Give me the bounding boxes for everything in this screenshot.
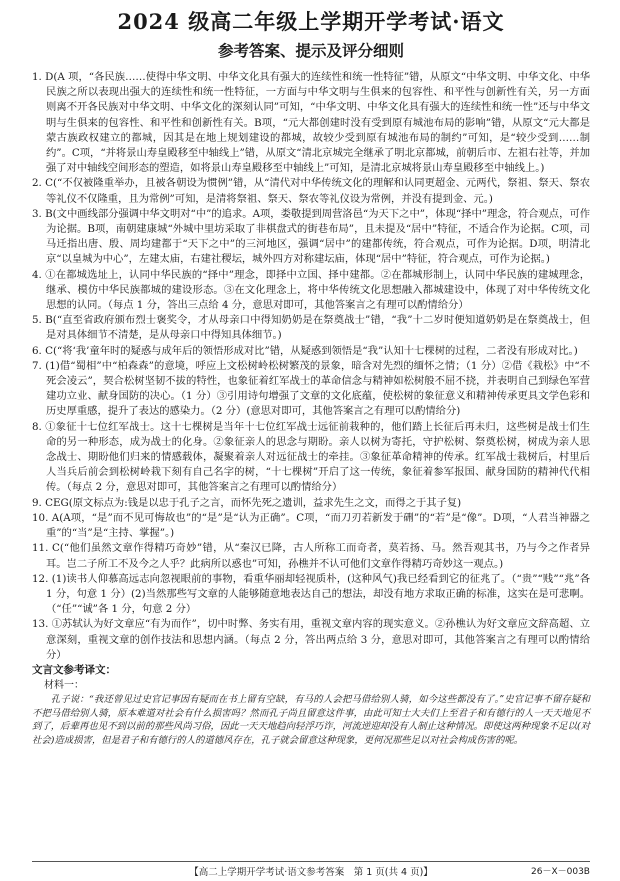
answer-item: 11. C(“他们虽然文章作得精巧奇妙”错，从“秦汉已降，古人所称工而奇者，莫若扬、马。然吾观其书，乃与今之作者异耳。岂二子所工不及今之人乎？此病所以惑也”可知，孙樵并不认可他们文章作得精巧奇妙这一观点。)	[32, 542, 590, 570]
answer-item: 10. A(A项，“是”而不见可悔故也”的“是”是“认为正确”。C项，“而刀刃若新发于硎”的“若”是“像”。D项，“人君当神器之重”的“当”是“主持、掌握”。)	[32, 511, 590, 540]
answer-item: 4. ①在都城选址上，认同中华民族的“择中”理念，即择中立国、择中建都。②在都城形制上，认同中华民族的建城理念，继承、模仿中华民族都城的建设形态。③在文化理念上，将中华传统文化思想融入都城建设中，体现了对中华传统文化思想的认同。（每点 1 分，答出三点给 4 分，意思对即可，其他答案言之有理可以酌情给分）	[32, 268, 590, 312]
document-title: 2024 级高二年级上学期开学考试·语文	[117, 9, 505, 34]
answer-item: 3. B(文中画线部分强调中华文明对“中”的追求。A项，娄敬提到周营洛邑“为天下之中”，体现“择中”理念，符合观点，可作为论据。B项，南朝建康城“外城中里坊采取了非棋盘式的街巷布局”，且未提及“居中”特征，不适合作为论据。C项，司马迁指出唐、殷、周均建都于“天下之中”的三河地区，强调“居中”的建都传统，符合观点，可作为论据。D项，明清北京“以皇城为中心”，左建太庙，右建社稷坛，城外四方对称建坛庙，体现“居中”特征，符合观点，可作为论据。)	[32, 207, 590, 266]
translation-paragraph: 孔子说：“我还曾见过史官记事因有疑而在书上留有空缺，有马的人会把马借给别人骑，如今这些都没有了。”史官记事不留存疑和不把马借给别人骑，原本难道对社会有什么损害吗？然而孔子尚且留意这件事，由此可知士大夫们上至君子和有德行的人一天天地见不到了，后辈再也见不到以前的那些风尚习俗，因此一天天地趋向轻浮巧诈，河流逆迎却没有人制止这种情况。即使这两种现象不足以(对社会)造成损害，但是君子和有德行的人的道德风存在，孔子就会留意这种现象，更何况那些足以对社会构成伤害的呢。	[32, 693, 590, 746]
translation-heading: 文言文参考译文：	[32, 663, 116, 676]
material-label: 材料一：	[44, 679, 84, 691]
answer-item: 2. C(“不仅被隆重举办，且被各朝设为惯例”错，从“清代对中华传统文化的理解和认同更超金、元两代，祭祖、祭天、祭农等礼仪不仅隆重，且为常例”可知，是清将祭祖、祭天、祭农等礼仪设为常例，并没有提到金、元。)	[32, 177, 590, 205]
footer-page-label: 【高二上学期开学考试·语文参考答案 第 1 页(共 4 页)】	[189, 867, 433, 878]
translation-section	[32, 663, 590, 747]
document-subtitle: 参考答案、提示及评分细则	[217, 42, 404, 60]
answer-item: 12. (1)读书人仰慕高远志向忽视眼前的事物，看重华丽却轻视质朴，(这种风气)我已经看到它的征兆了。（“贵”“贱”“兆”各 1 分，句意 1 分）(2)当然那些写文章的人能够随意地表达自己的想法，却没有地方求取正确的标准，这实在是可悲啊。（“任”“诚”各 1 分，句意 2 分）	[32, 572, 590, 616]
answer-item: 7. (1)借“蜀相”中“柏森森”的意境，呼应上文松树岭松树繁茂的景象，暗含对先烈的缅怀之情；（1 分）②借《栽松》中“不死会凌云”，契合松树坚韧不拔的特性，也象征着红军战士的革命信念与精神如松树般不屈不挠，并表明自己到绿色军营建功立业、献身国防的决心。（1 分）③引用诗句增强了文章的文化底蕴，使松树的象征意义和精神传承更具文学色彩和历史厚重感，提升了表达的感染力。（2 分）(意思对即可，其他答案言之有理可以酌情给分)	[32, 359, 590, 418]
answer-item: 8. ①象征十七位红军战士。这十七棵树是当年十七位红军战士远征前栽种的，他们踏上长征后再未归，这些树是战士们生命的另一种形态，成为战士的化身。②象征亲人的思念与期盼。亲人以树为寄托，守护松树、祭奠松树，树成为亲人思念战士、期盼他们归来的情感载体，凝聚着亲人对远征战士的牵挂。③象征革命精神的传承。红军战士栽树后，村里后人当兵后前会到松树岭栽下刻有自己名字的树，“十七棵树”开启了这一传统，象征着参军报国、献身国防的精神代代相传。（每点 2 分，意思对即可，其他答案言之有理可以酌情给分）	[32, 420, 590, 494]
footer-code: 26－X－003B	[531, 867, 590, 877]
answer-item: 6. C(“将‘我’童年时的疑惑与成年后的领悟形成对比”错，从疑惑到领悟是“我”认知十七棵树的过程，二者没有形成对比。)	[32, 344, 578, 357]
page-footer	[32, 861, 590, 876]
answer-item: 13. ①苏轼认为好文章应“有为而作”，切中时弊、务实有用，重视文章内容的现实意义。②孙樵认为好文章应文辞高超、立意深刻，重视文章的创作技法和思想内涵。（每点 2 分，答出两点给 3 分，意思对即可，其他答案言之有理可以酌情给分）	[32, 618, 590, 661]
answer-item: 5. B(“直至省政府颁布烈士褒奖令，才从母亲口中得知奶奶是在祭奠战士”错，“我”十二岁时便知道奶奶是在祭奠战士，但是对具体细节不清楚，是从母亲口中得知具体细节。)	[32, 314, 590, 342]
answer-item: 1. D(A 项，“各民族……使得中华文明、中华文化具有强大的连续性和统一性特征”错，从原文“中华文明、中华文化、中华民族之所以表现出强大的连续性和统一性特征，一方面与中华文明与生俱来的包容性、和平性与创新性有关，另一方面则离不开各民族对中华文明、中华文化的深刻认同”可知，“中华文明、中华文化具有强大的连续性和统一性”还与中华文明与生俱来的包容性、和平性和创新性有关。B项，“元大都创建时没有受到原有城池布局的影响”错，从原文“元大都是蒙古族政权建立的都城，因其是在地上规划建设的都城，故较少受到原有城池布局的制约”可知，是“较少受到……制约”。C项，“并将景山寿皇殿移至中轴线上”错，从原文“清北京城完全继承了明北京都城，前朝后市、左祖右社等，并加强了对中轴线空间形态的塑造，如将景山寿皇殿移至中轴线上”可知，是清北京城将景山寿皇殿移至中轴线上。)	[32, 71, 590, 175]
answer-list	[32, 70, 590, 663]
answer-item: 9. CEG(原文标点为:钱是以忠于孔子之言，而怀先死之遗训，益求先生之文，而得之于其子复)	[32, 496, 462, 509]
